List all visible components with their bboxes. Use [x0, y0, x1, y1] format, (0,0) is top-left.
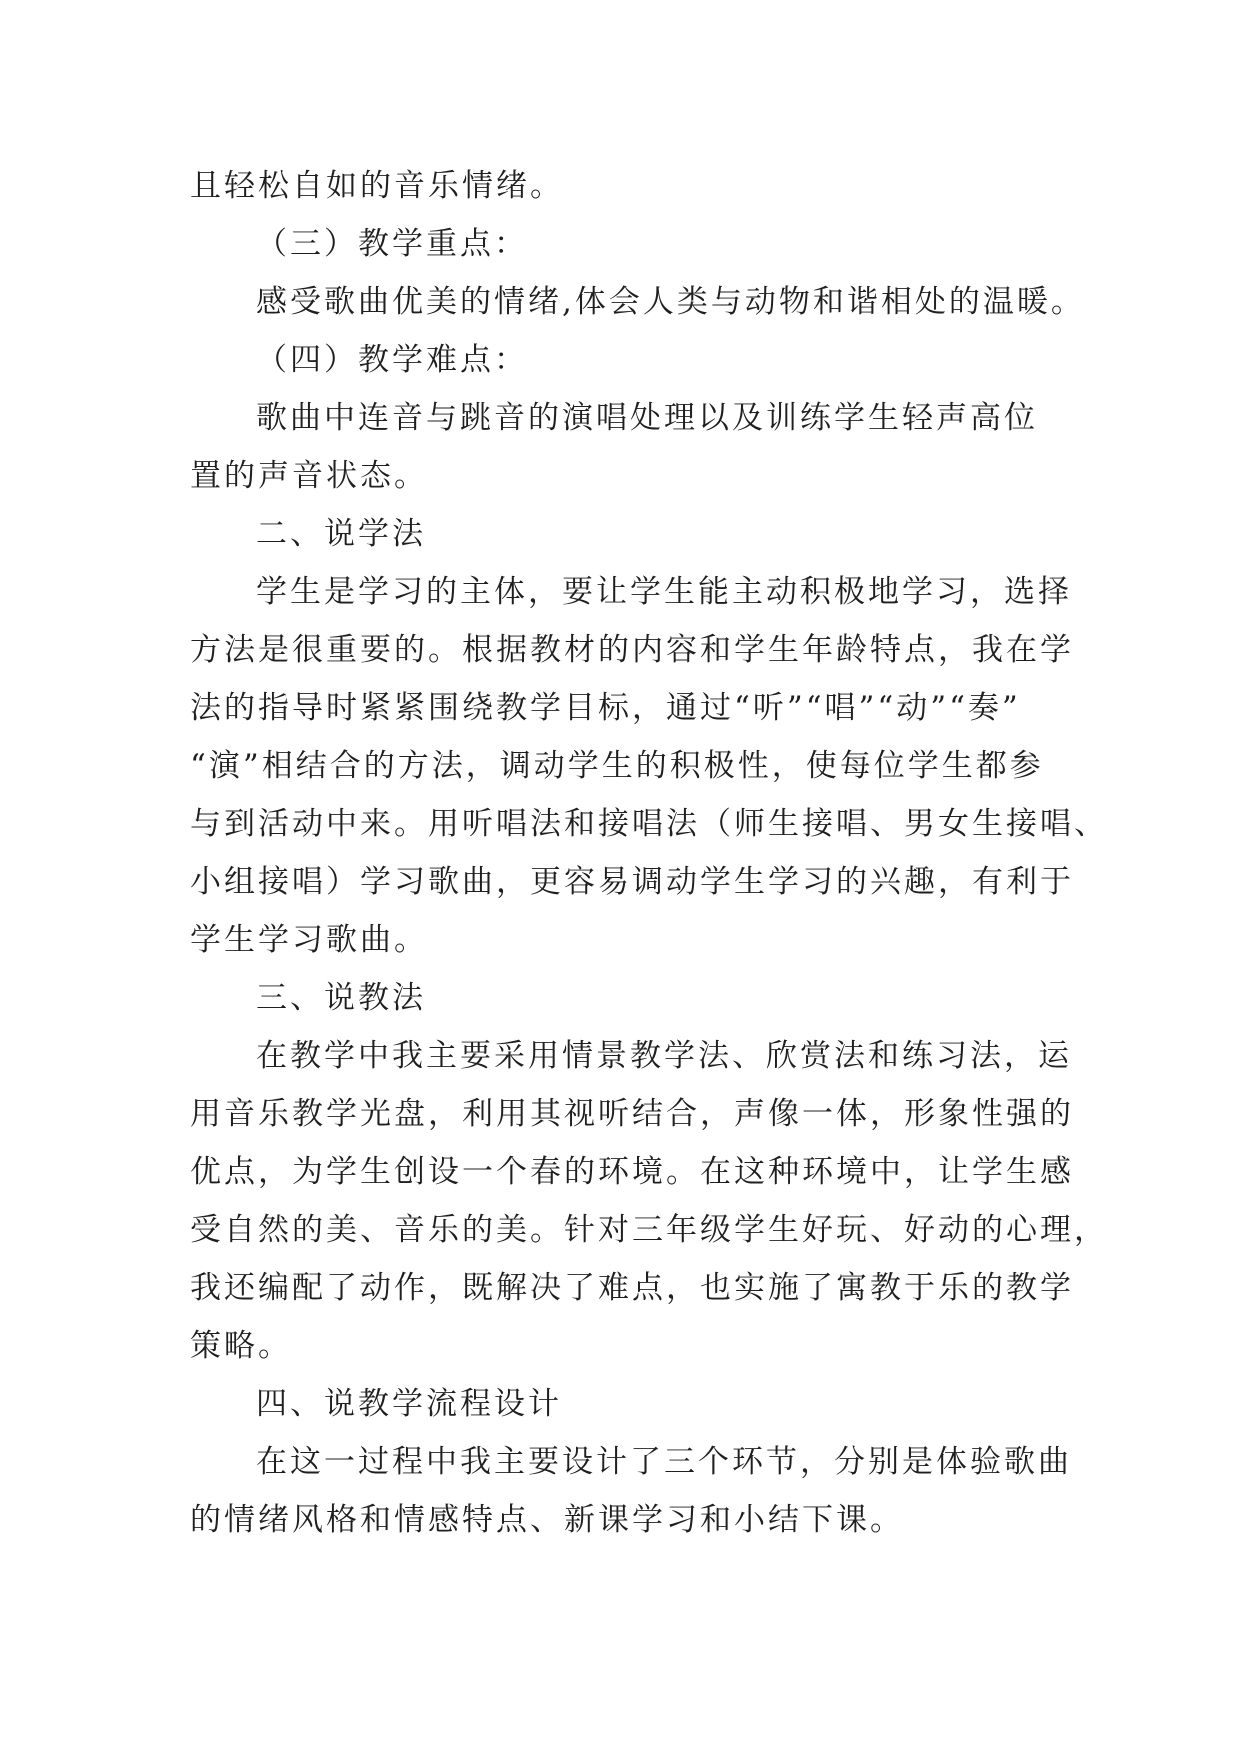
paragraph-line: 方法是很重要的。根据教材的内容和学生年龄特点，我在学: [190, 632, 1074, 668]
paragraph-line: 用音乐教学光盘，利用其视听结合，声像一体，形象性强的: [190, 1096, 1074, 1132]
section-heading: （三）教学重点：: [256, 226, 528, 262]
section-heading: （四）教学难点：: [256, 342, 528, 378]
section-heading: 三、说教法: [256, 980, 426, 1016]
paragraph-line: 优点，为学生创设一个春的环境。在这种环境中，让学生感: [190, 1154, 1074, 1190]
paragraph-line: 学生是学习的主体，要让学生能主动积极地学习，选择: [256, 574, 1072, 610]
paragraph-line: 与到活动中来。用听唱法和接唱法（师生接唱、男女生接唱、: [190, 806, 1108, 842]
paragraph-line: 学生学习歌曲。: [190, 922, 428, 958]
section-heading: 二、说学法: [256, 516, 426, 552]
document-body: [190, 157, 1108, 1549]
paragraph-line: 我还编配了动作，既解决了难点，也实施了寓教于乐的教学: [190, 1270, 1074, 1306]
paragraph-line: 且轻松自如的音乐情绪。: [190, 168, 564, 204]
section-heading: 四、说教学流程设计: [256, 1386, 562, 1422]
paragraph-line: 受自然的美、音乐的美。针对三年级学生好玩、好动的心理，: [190, 1212, 1108, 1248]
paragraph-line: 小组接唱）学习歌曲，更容易调动学生学习的兴趣，有利于: [190, 864, 1074, 900]
paragraph-line: 置的声音状态。: [190, 458, 428, 494]
paragraph-line: 在这一过程中我主要设计了三个环节，分别是体验歌曲: [256, 1444, 1072, 1480]
paragraph-line: 的情绪风格和情感特点、新课学习和小结下课。: [190, 1502, 904, 1538]
paragraph-line: 感受歌曲优美的情绪,体会人类与动物和谐相处的温暖。: [256, 284, 1085, 320]
paragraph-line: 在教学中我主要采用情景教学法、欣赏法和练习法，运: [256, 1038, 1072, 1074]
paragraph-line: 策略。: [190, 1328, 292, 1364]
paragraph-line: 歌曲中连音与跳音的演唱处理以及训练学生轻声高位: [256, 400, 1038, 436]
paragraph-line: 法的指导时紧紧围绕教学目标，通过“听”“唱”“动”“奏”: [190, 690, 1021, 726]
paragraph-line: “演”相结合的方法，调动学生的积极性，使每位学生都参: [190, 748, 1044, 784]
